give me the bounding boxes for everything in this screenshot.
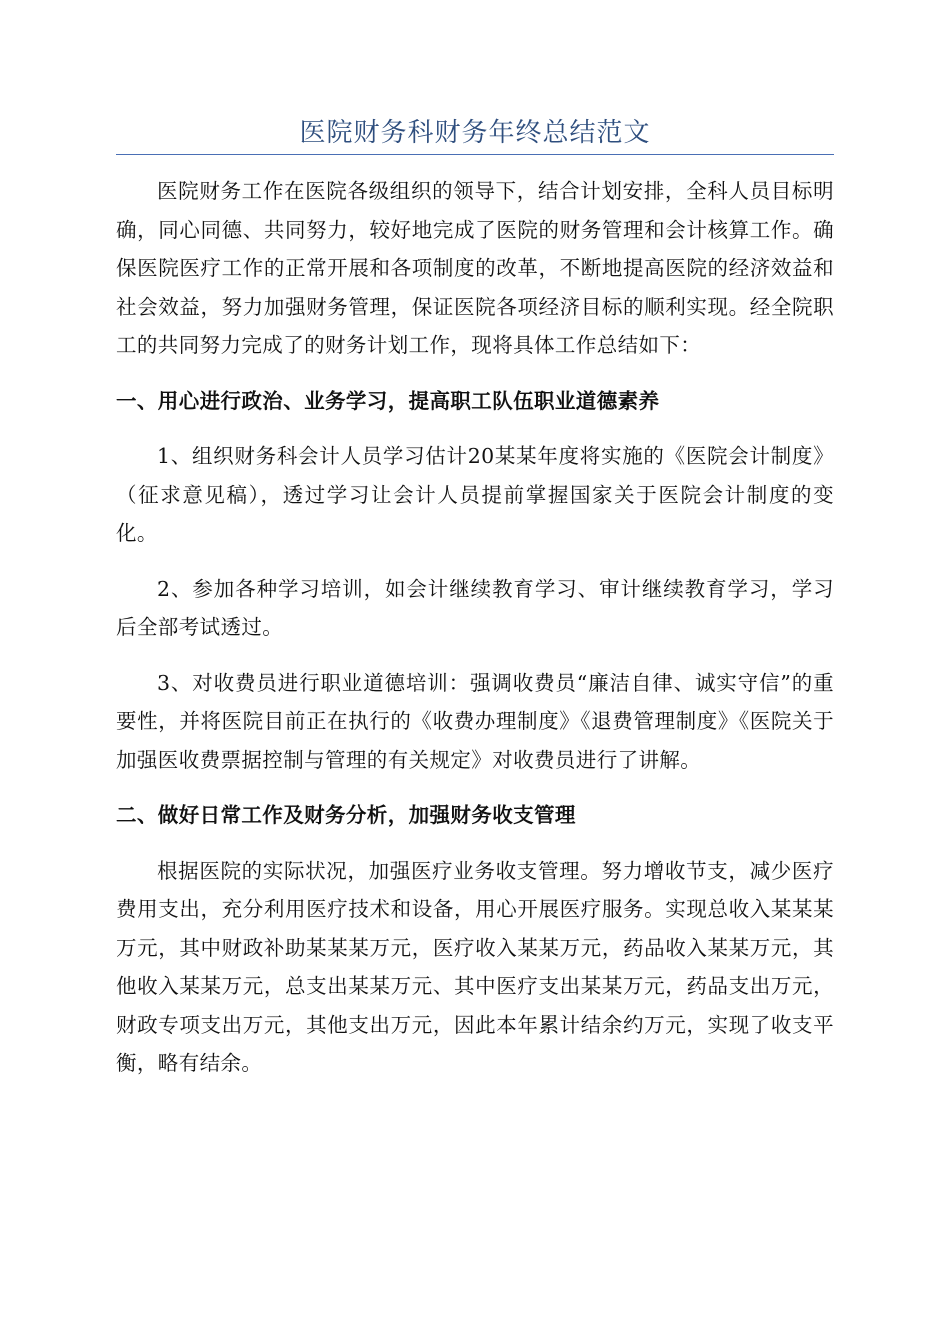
section-1-item-2: 2、参加各种学习培训，如会计继续教育学习、审计继续教育学习，学习后全部考试透过。: [116, 576, 834, 639]
section-2-heading: 二、做好日常工作及财务分析，加强财务收支管理: [116, 803, 576, 827]
section-1-heading: 一、用心进行政治、业务学习，提高职工队伍职业道德素养: [116, 388, 660, 413]
section-1-item-3: 3、对收费员进行职业道德培训：强调收费员“廉洁自律、诚实守信”的重要性，并将医院目前正在执行的《收费办理制度》《退费管理制度》《医院关于加强医收费票据控制与管理的有关规定》对收费员进行了讲解。: [116, 670, 834, 772]
section-1-item-1: 1、组织财务科会计人员学习估计20某某年度将实施的《医院会计制度》（征求意见稿），透过学习让会计人员提前掌握国家关于医院会计制度的变化。: [116, 444, 834, 545]
section-2-paragraph-1: 根据医院的实际状况，加强医疗业务收支管理。努力增收节支，减少医疗费用支出，充分利用医疗技术和设备，用心开展医疗服务。实现总收入某某某万元，其中财政补助某某某万元，医疗收入某某万元，药品收入某某万元，其他收入某某万元，总支出某某万元、其中医疗支出某某万元，药品支出万元，财政专项支出万元，其他支出万元，因此本年累计结余约万元，实现了收支平衡，略有结余。: [116, 858, 834, 1075]
title-underline: [116, 154, 834, 155]
intro-paragraph: 医院财务工作在医院各级组织的领导下，结合计划安排，全科人员目标明确，同心同德、共同努力，较好地完成了医院的财务管理和会计核算工作。确保医院医疗工作的正常开展和各项制度的改革，不断地提高医院的经济效益和社会效益，努力加强财务管理，保证医院各项经济目标的顺利实现。经全院职工的共同努力完成了的财务计划工作，现将具体工作总结如下：: [116, 179, 834, 357]
document-title: 医院财务科财务年终总结范文: [299, 118, 651, 148]
document-body: [116, 172, 834, 1100]
